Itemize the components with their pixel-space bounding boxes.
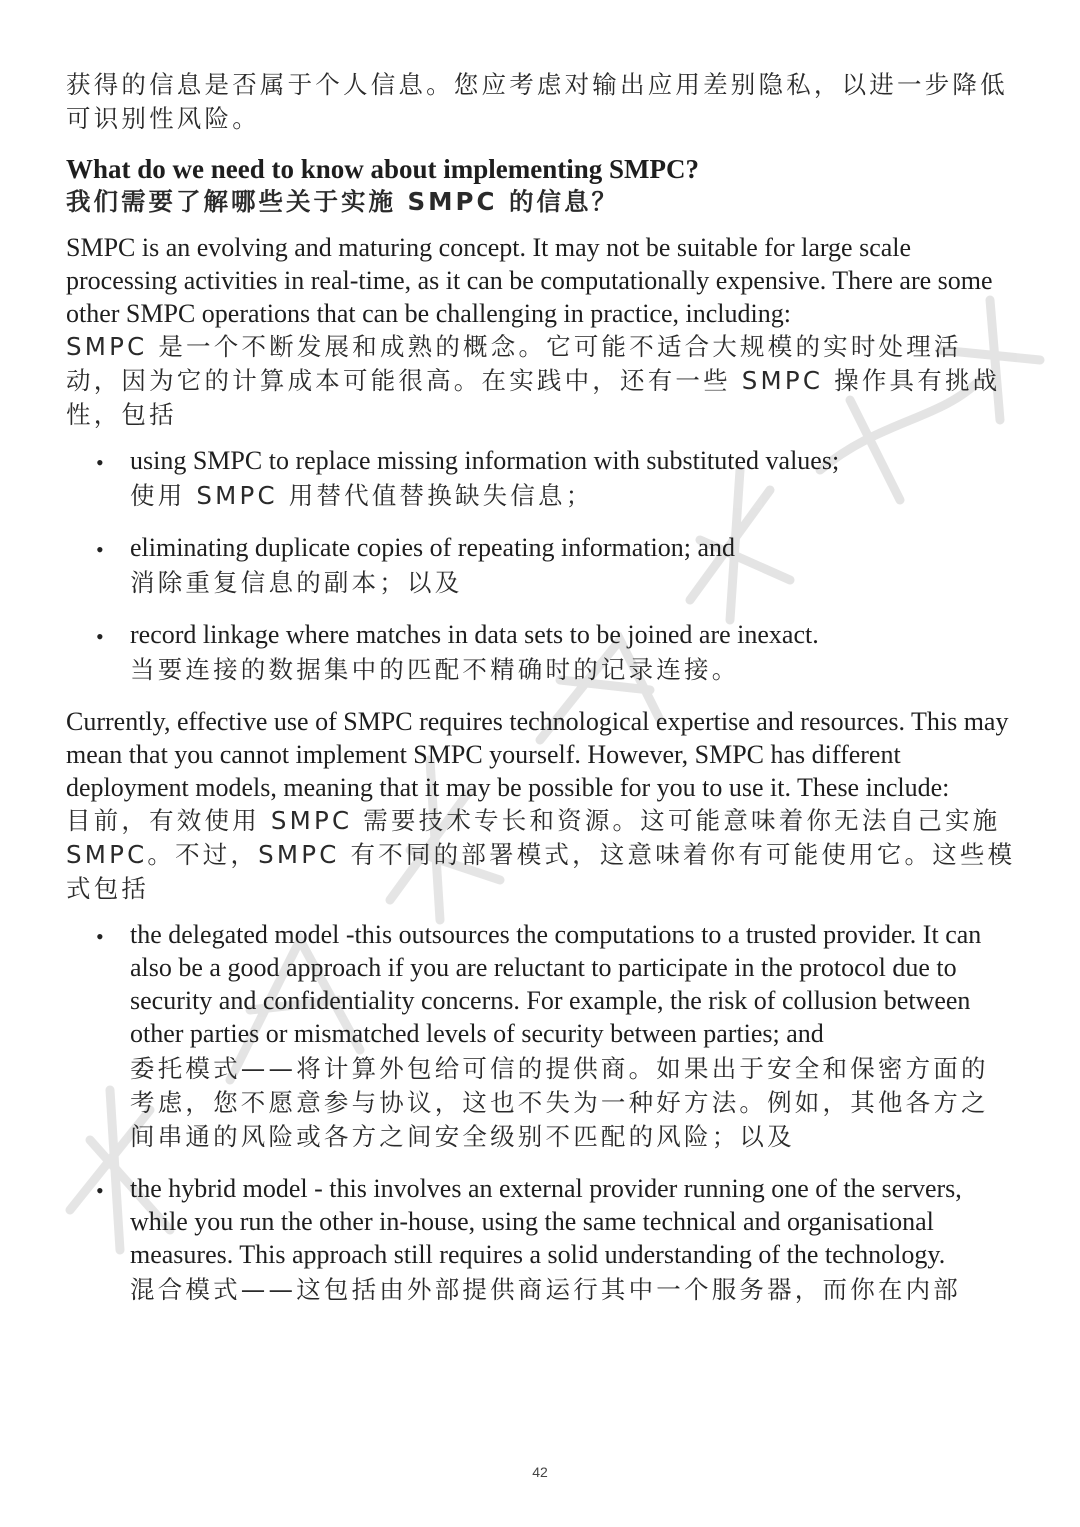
deployment-models-list (66, 918, 1016, 1307)
bullet-icon: • (96, 450, 104, 475)
list-item-zh: 当要连接的数据集中的匹配不精确时的记录连接。 (130, 655, 740, 684)
list-item (66, 1172, 1016, 1307)
paragraph-2 (66, 705, 1016, 906)
list-item-en: the hybrid model - this involves an external provider running one of the servers, while you run the other in-house, using the same technical and organisational measures. This approach still requires a solid understanding of the technology. (130, 1174, 962, 1269)
list-item (66, 918, 1016, 1154)
heading-en: What do we need to know about implementing SMPC? (66, 154, 700, 184)
paragraph-2-en: Currently, effective use of SMPC requires technological expertise and resources. This may mean that you cannot implement SMPC yourself. However, SMPC has different deployment models, meaning that it may be possible for you to use it. These include: (66, 707, 1009, 802)
paragraph-2-zh: 目前，有效使用 SMPC 需要技术专长和资源。这可能意味着你无法自己实施 SMPC。不过，SMPC 有不同的部署模式，这意味着你有可能使用它。这些模式包括 (66, 806, 1016, 903)
list-item-zh: 委托模式——将计算外包给可信的提供商。如果出于安全和保密方面的考虑，您不愿意参与协议，这也不失为一种好方法。例如，其他各方之间串通的风险或各方之间安全级别不匹配的风险；以及 (130, 1054, 989, 1151)
page-content (66, 68, 1016, 1325)
list-item-en: the delegated model -this outsources the computations to a trusted provider. It can also be a good approach if you are reluctant to participate in the protocol due to security and confidentiality concerns. For example, the risk of collusion between other parties or mismatched levels of security between parties; and (130, 920, 982, 1048)
intro-text: 获得的信息是否属于个人信息。您应考虑对输出应用差别隐私，以进一步降低可识别性风险。 (66, 70, 1008, 133)
list-item-zh: 消除重复信息的副本；以及 (130, 568, 463, 597)
list-item (66, 444, 1016, 513)
list-item-en: using SMPC to replace missing information with substituted values; (130, 446, 840, 475)
page-number: 42 (532, 1464, 548, 1480)
list-item (66, 618, 1016, 687)
bullet-icon: • (96, 624, 104, 649)
list-item-zh: 混合模式——这包括由外部提供商运行其中一个服务器，而你在内部 (130, 1275, 961, 1304)
paragraph-1-zh: SMPC 是一个不断发展和成熟的概念。它可能不适合大规模的实时处理活动，因为它的计算成本可能很高。在实践中，还有一些 SMPC 操作具有挑战性，包括 (66, 332, 1001, 429)
paragraph-1-en: SMPC is an evolving and maturing concept. It may not be suitable for large scale processing activities in real-time, as it can be computationally expensive. There are some other SMPC operations that can be challenging in practice, including: (66, 233, 993, 328)
list-item (66, 531, 1016, 600)
operations-list (66, 444, 1016, 687)
heading-zh: 我们需要了解哪些关于实施 SMPC 的信息？ (66, 187, 620, 216)
bullet-icon: • (96, 537, 104, 562)
list-item-zh: 使用 SMPC 用替代值替换缺失信息； (130, 481, 594, 510)
list-item-en: eliminating duplicate copies of repeating information; and (130, 533, 736, 562)
bullet-icon: • (96, 924, 104, 949)
paragraph-1 (66, 231, 1016, 432)
bullet-icon: • (96, 1178, 104, 1203)
section-heading (66, 154, 1016, 219)
list-item-en: record linkage where matches in data sets to be joined are inexact. (130, 620, 819, 649)
